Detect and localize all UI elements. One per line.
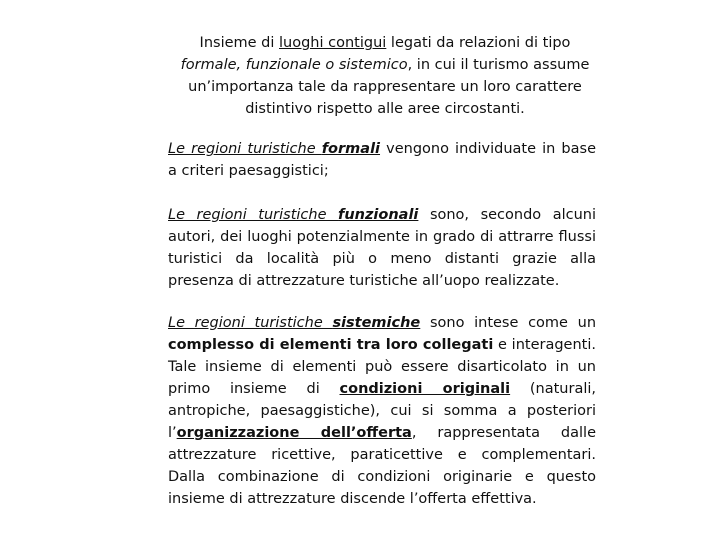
organizzazione-offerta-term: organizzazione dell’offerta <box>176 425 412 441</box>
regioni-formali-paragraph <box>168 138 596 182</box>
sistemiche-text-3: (naturali, antropiche, paesaggistiche), cui si somma a posteriori l’ <box>168 381 597 441</box>
funzionali-text: sono, secondo alcuni autori, dei luoghi potenzialmente in grado di attrarre flussi turistici da località più o meno distanti grazie alla presenza di attrezzature turistiche all’uopo realizzate. <box>168 207 596 289</box>
formali-keyword: formali <box>321 141 381 157</box>
definition-paragraph <box>180 32 590 120</box>
condizioni-originali-term: condizioni originali <box>339 381 511 397</box>
funzionali-lead: Le regioni turistiche funzionali <box>168 207 419 223</box>
intro-text-end: , in cui il turismo assume un’importanza tale da rappresentare un loro carattere distintivo rispetto alle aree circostanti. <box>188 57 590 117</box>
regioni-sistemiche-paragraph <box>168 312 596 510</box>
sistemiche-text-1: sono intese come un <box>420 315 597 331</box>
sistemiche-text-4: , rappresentata dalle attrezzature ricettive, paraticettive e complementari. Dalla combinazione di condizioni originarie e questo insieme di attrezzature discende l’offerta effettiva. <box>168 425 596 507</box>
intro-term-tipologie: formale, funzionale o sistemico <box>180 57 408 73</box>
intro-text-start: Insieme di <box>199 35 280 51</box>
formali-lead: Le regioni turistiche formali <box>168 141 381 157</box>
formali-text: vengono individuate in base a criteri paesaggistici; <box>168 141 597 179</box>
intro-term-luoghi-contigui: luoghi contigui <box>279 35 387 51</box>
intro-text-middle: legati da relazioni di tipo <box>386 35 571 51</box>
funzionali-keyword: funzionali <box>338 207 419 223</box>
sistemiche-lead: Le regioni turistiche sistemiche <box>168 315 421 331</box>
sistemiche-bold-complesso: complesso di elementi tra loro collegati <box>168 337 494 353</box>
sistemiche-keyword: sistemiche <box>332 315 421 331</box>
regioni-funzionali-paragraph <box>168 204 596 292</box>
sistemiche-text-2: e interagenti. Tale insieme di elementi può essere disarticolato in un primo insieme di <box>168 337 596 397</box>
